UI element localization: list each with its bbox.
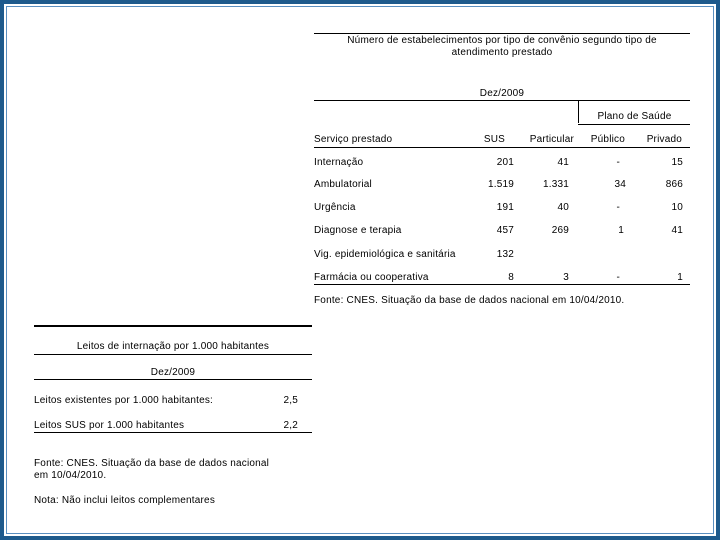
- table-top-rule: [314, 33, 690, 34]
- col-header-sus: SUS: [483, 134, 505, 145]
- cell-sus: 191: [496, 202, 514, 213]
- table-top-rule: [34, 325, 312, 327]
- row-label: Internação: [314, 157, 364, 168]
- col-header-privado: Privado: [646, 134, 682, 145]
- table-period: Dez/2009: [150, 367, 196, 378]
- row-label: Urgência: [314, 202, 356, 213]
- row-label: Vig. epidemiológica e sanitária: [314, 249, 456, 260]
- cell-sus: 201: [496, 157, 514, 168]
- table-period: Dez/2009: [479, 88, 525, 99]
- cell-sus: 8: [508, 272, 514, 283]
- cell-sus: 132: [496, 249, 514, 260]
- table-source: Fonte: CNES. Situação da base de dados nacional em 10/04/2010.: [34, 458, 270, 481]
- row-value: 2,2: [283, 420, 298, 431]
- cell-publico: -: [616, 272, 620, 283]
- cell-privado: 41: [671, 225, 683, 236]
- period-rule: [34, 379, 312, 380]
- period-rule: [314, 100, 690, 101]
- cell-privado: 15: [671, 157, 683, 168]
- plano-saude-header: Plano de Saúde: [597, 111, 672, 122]
- cell-particular: 269: [551, 225, 569, 236]
- row-label: Leitos SUS por 1.000 habitantes: [34, 420, 185, 431]
- table-bottom-rule: [34, 432, 312, 433]
- col-header-particular: Particular: [529, 134, 574, 145]
- cell-particular: 3: [563, 272, 569, 283]
- cell-particular: 1.331: [542, 179, 569, 190]
- cell-privado: 866: [665, 179, 683, 190]
- title-rule: [34, 354, 312, 355]
- row-label: Leitos existentes por 1.000 habitantes:: [34, 395, 214, 406]
- table-bottom-rule: [314, 284, 690, 285]
- col-header-servico: Serviço prestado: [314, 134, 393, 145]
- cell-privado: 10: [671, 202, 683, 213]
- cell-particular: 41: [557, 157, 569, 168]
- header-rule: [314, 147, 690, 148]
- cell-publico: 1: [618, 225, 624, 236]
- table-title: Leitos de internação por 1.000 habitantes: [76, 341, 270, 352]
- row-value: 2,5: [283, 395, 298, 406]
- cell-privado: 1: [677, 272, 683, 283]
- cell-sus: 1.519: [487, 179, 514, 190]
- cell-particular: 40: [557, 202, 569, 213]
- col-header-publico: Público: [590, 134, 625, 145]
- row-label: Diagnose e terapia: [314, 225, 402, 236]
- table-title: Número de estabelecimentos por tipo de convênio segundo tipo de atendimento prestado: [347, 35, 657, 58]
- table-note: Nota: Não inclui leitos complementares: [34, 495, 216, 506]
- row-label: Farmácia ou cooperativa: [314, 272, 429, 283]
- cell-publico: 34: [614, 179, 626, 190]
- group-rule: [578, 124, 690, 125]
- row-label: Ambulatorial: [314, 179, 372, 190]
- cell-publico: -: [616, 157, 620, 168]
- table-source: Fonte: CNES. Situação da base de dados nacional em 10/04/2010.: [314, 295, 625, 306]
- cell-sus: 457: [496, 225, 514, 236]
- cell-publico: -: [616, 202, 620, 213]
